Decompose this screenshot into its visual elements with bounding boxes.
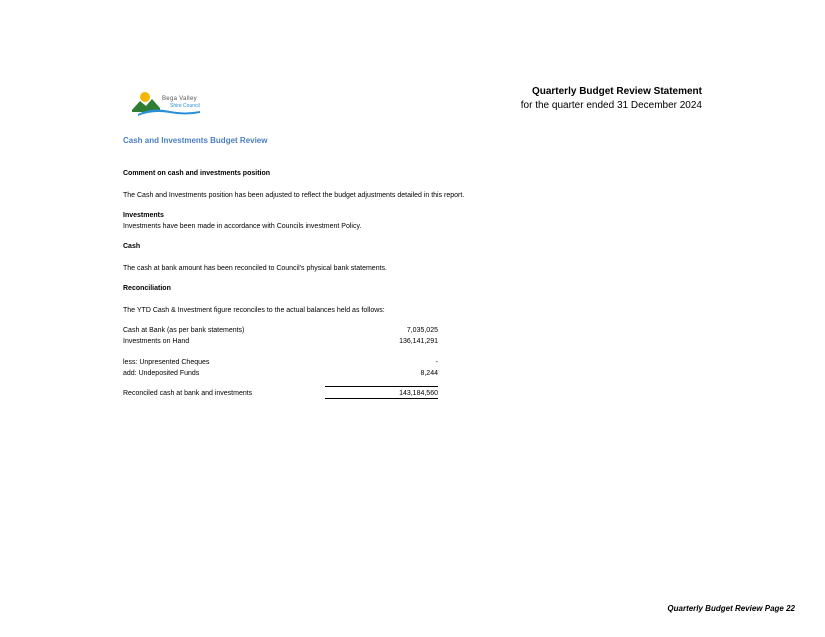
reconciliation-text: The YTD Cash & Investment figure reconciles to the actual balances held as follows: xyxy=(123,307,385,314)
row-label: Investments on Hand xyxy=(123,338,190,345)
total-bottom-rule xyxy=(325,398,438,399)
cash-text: The cash at bank amount has been reconciled to Council's physical bank statements. xyxy=(123,265,387,272)
row-label: add: Undeposited Funds xyxy=(123,370,200,377)
table-row xyxy=(123,337,438,346)
logo-text-line1: Bega Valley xyxy=(162,96,197,102)
total-value: 143,184,560 xyxy=(399,390,438,397)
cash-heading: Cash xyxy=(123,243,141,250)
investments-heading: Investments xyxy=(123,212,164,219)
council-logo xyxy=(130,90,230,118)
row-label: Cash at Bank (as per bank statements) xyxy=(123,327,245,334)
row-value: 7,035,025 xyxy=(406,327,438,334)
page-subtitle: for the quarter ended 31 December 2024 xyxy=(520,100,702,111)
total-top-rule xyxy=(325,386,438,387)
row-value: 8,244 xyxy=(420,370,438,377)
row-value: - xyxy=(435,359,438,366)
comment-text: The Cash and Investments position has been adjusted to reflect the budget adjustments detailed in this report. xyxy=(123,192,465,199)
table-row xyxy=(123,326,438,335)
investments-text: Investments have been made in accordance with Councils investment Policy. xyxy=(123,223,362,230)
total-label: Reconciled cash at bank and investments xyxy=(123,390,253,397)
section-heading: Cash and Investments Budget Review xyxy=(123,136,268,145)
reconciliation-heading: Reconciliation xyxy=(123,285,171,292)
page-footer: Quarterly Budget Review Page 22 xyxy=(667,604,795,613)
logo-text-line2: Shire Council xyxy=(170,103,200,109)
table-row xyxy=(123,369,438,378)
row-label: less: Unpresented Cheques xyxy=(123,359,210,366)
comment-heading: Comment on cash and investments position xyxy=(123,170,271,177)
total-row xyxy=(123,389,438,398)
page-title: Quarterly Budget Review Statement xyxy=(531,86,702,97)
page-header xyxy=(521,85,702,113)
table-row xyxy=(123,358,438,367)
row-value: 136,141,291 xyxy=(399,338,438,345)
